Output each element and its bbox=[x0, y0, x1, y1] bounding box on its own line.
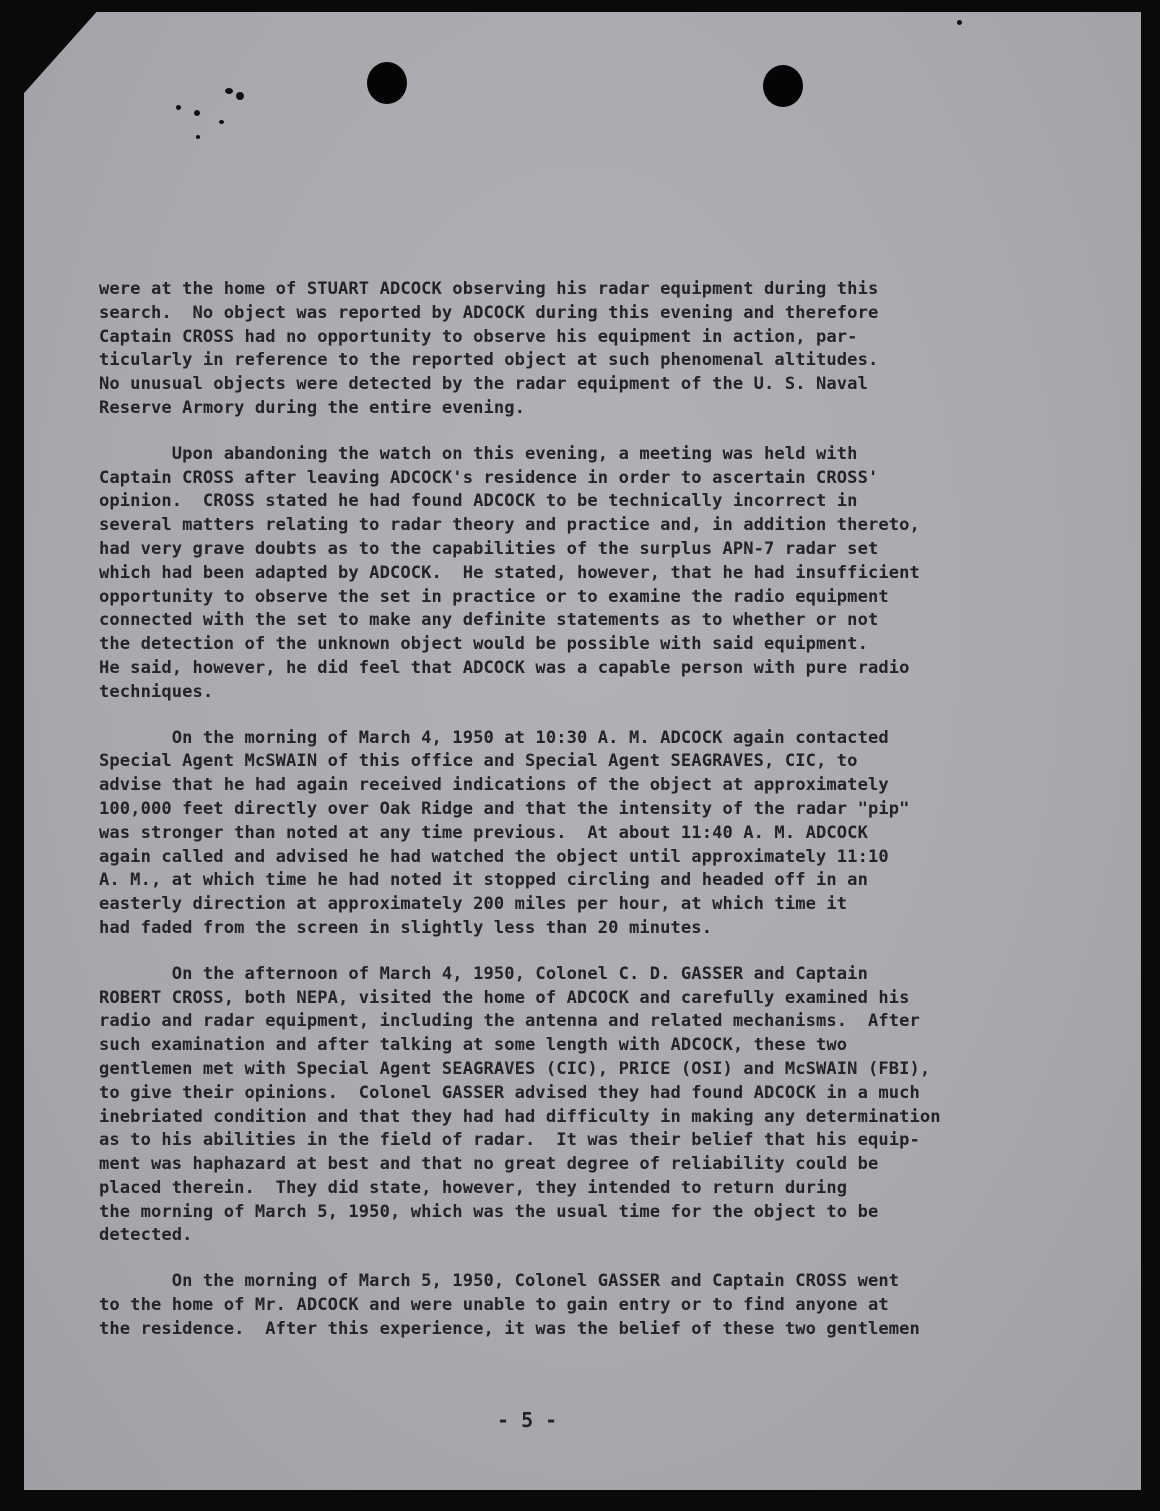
paragraph-gap bbox=[99, 1248, 1059, 1270]
paragraph bbox=[99, 443, 1059, 705]
text-line: 100,000 feet directly over Oak Ridge and that the intensity of the radar "pip" bbox=[99, 798, 910, 819]
speck bbox=[194, 110, 200, 116]
text-line: had faded from the screen in slightly less than 20 minutes. bbox=[99, 917, 713, 938]
text-line: connected with the set to make any definite statements as to whether or not bbox=[99, 610, 879, 631]
text-line: detected. bbox=[99, 1225, 193, 1246]
paragraph bbox=[99, 727, 1059, 941]
text-line: search. No object was reported by ADCOCK during this evening and therefore bbox=[99, 302, 879, 323]
text-line: several matters relating to radar theory and practice and, in addition thereto, bbox=[99, 515, 920, 536]
speck bbox=[225, 88, 233, 94]
text-line: opportunity to observe the set in practice or to examine the radio equipment bbox=[99, 586, 889, 607]
document-body bbox=[99, 278, 1059, 1342]
text-line: placed therein. They did state, however, they intended to return during bbox=[99, 1177, 848, 1198]
speck bbox=[219, 120, 224, 124]
text-line: such examination and after talking at some length with ADCOCK, these two bbox=[99, 1035, 848, 1056]
speck bbox=[176, 105, 181, 110]
paragraph-gap bbox=[99, 421, 1059, 443]
text-line: On the afternoon of March 4, 1950, Colonel C. D. GASSER and Captain bbox=[99, 963, 868, 984]
paragraph bbox=[99, 963, 1059, 1249]
text-line: radio and radar equipment, including the antenna and related mechanisms. After bbox=[99, 1011, 920, 1032]
text-line: was stronger than noted at any time previous. At about 11:40 A. M. ADCOCK bbox=[99, 822, 868, 843]
punch-hole-right bbox=[763, 65, 803, 107]
text-line: were at the home of STUART ADCOCK observing his radar equipment during this bbox=[99, 279, 879, 299]
text-line: gentlemen met with Special Agent SEAGRAVES (CIC), PRICE (OSI) and McSWAIN (FBI), bbox=[99, 1058, 931, 1079]
text-line: ment was haphazard at best and that no great degree of reliability could be bbox=[99, 1154, 879, 1175]
punch-hole-left bbox=[367, 62, 407, 104]
text-line: the morning of March 5, 1950, which was the usual time for the object to be bbox=[99, 1201, 879, 1222]
text-line: to the home of Mr. ADCOCK and were unable to gain entry or to find anyone at bbox=[99, 1295, 889, 1316]
text-line: Captain CROSS had no opportunity to observe his equipment in action, par- bbox=[99, 326, 858, 347]
text-line: which had been adapted by ADCOCK. He stated, however, that he had insufficient bbox=[99, 562, 920, 583]
text-line: advise that he had again received indications of the object at approximately bbox=[99, 775, 889, 796]
text-line: techniques. bbox=[99, 681, 214, 702]
text-line: He said, however, he did feel that ADCOCK was a capable person with pure radio bbox=[99, 657, 910, 678]
paragraph bbox=[99, 1270, 1059, 1341]
paragraph bbox=[99, 278, 1059, 421]
paragraph-gap bbox=[99, 705, 1059, 727]
text-line: A. M., at which time he had noted it stopped circling and headed off in an bbox=[99, 870, 868, 891]
text-line: had very grave doubts as to the capabilities of the surplus APN-7 radar set bbox=[99, 538, 879, 559]
text-line: inebriated condition and that they had had difficulty in making any determination bbox=[99, 1106, 941, 1127]
paragraph-gap bbox=[99, 941, 1059, 963]
text-line: Reserve Armory during the entire evening. bbox=[99, 397, 526, 418]
speck bbox=[196, 135, 200, 139]
text-line: easterly direction at approximately 200 miles per hour, at which time it bbox=[99, 894, 848, 915]
text-line: as to his abilities in the field of radar. It was their belief that his equip- bbox=[99, 1130, 920, 1151]
text-line: again called and advised he had watched the object until approximately 11:10 bbox=[99, 846, 889, 867]
text-line: the detection of the unknown object would be possible with said equipment. bbox=[99, 634, 868, 655]
text-line: Special Agent McSWAIN of this office and Special Agent SEAGRAVES, CIC, to bbox=[99, 751, 858, 772]
text-line: On the morning of March 5, 1950, Colonel GASSER and Captain CROSS went bbox=[99, 1271, 900, 1292]
speck bbox=[236, 92, 244, 100]
text-line: Upon abandoning the watch on this evening, a meeting was held with bbox=[99, 443, 858, 464]
text-line: No unusual objects were detected by the radar equipment of the U. S. Naval bbox=[99, 374, 868, 395]
page-number: - 5 - bbox=[497, 1408, 558, 1432]
text-line: the residence. After this experience, it was the belief of these two gentlemen bbox=[99, 1318, 920, 1339]
text-line: Captain CROSS after leaving ADCOCK's residence in order to ascertain CROSS' bbox=[99, 467, 879, 488]
speck bbox=[957, 20, 962, 25]
text-line: opinion. CROSS stated he had found ADCOCK to be technically incorrect in bbox=[99, 491, 858, 512]
text-line: On the morning of March 4, 1950 at 10:30 A. M. ADCOCK again contacted bbox=[99, 727, 889, 748]
text-line: ticularly in reference to the reported object at such phenomenal altitudes. bbox=[99, 350, 879, 371]
text-line: ROBERT CROSS, both NEPA, visited the home of ADCOCK and carefully examined his bbox=[99, 987, 910, 1008]
text-line: to give their opinions. Colonel GASSER advised they had found ADCOCK in a much bbox=[99, 1082, 920, 1103]
